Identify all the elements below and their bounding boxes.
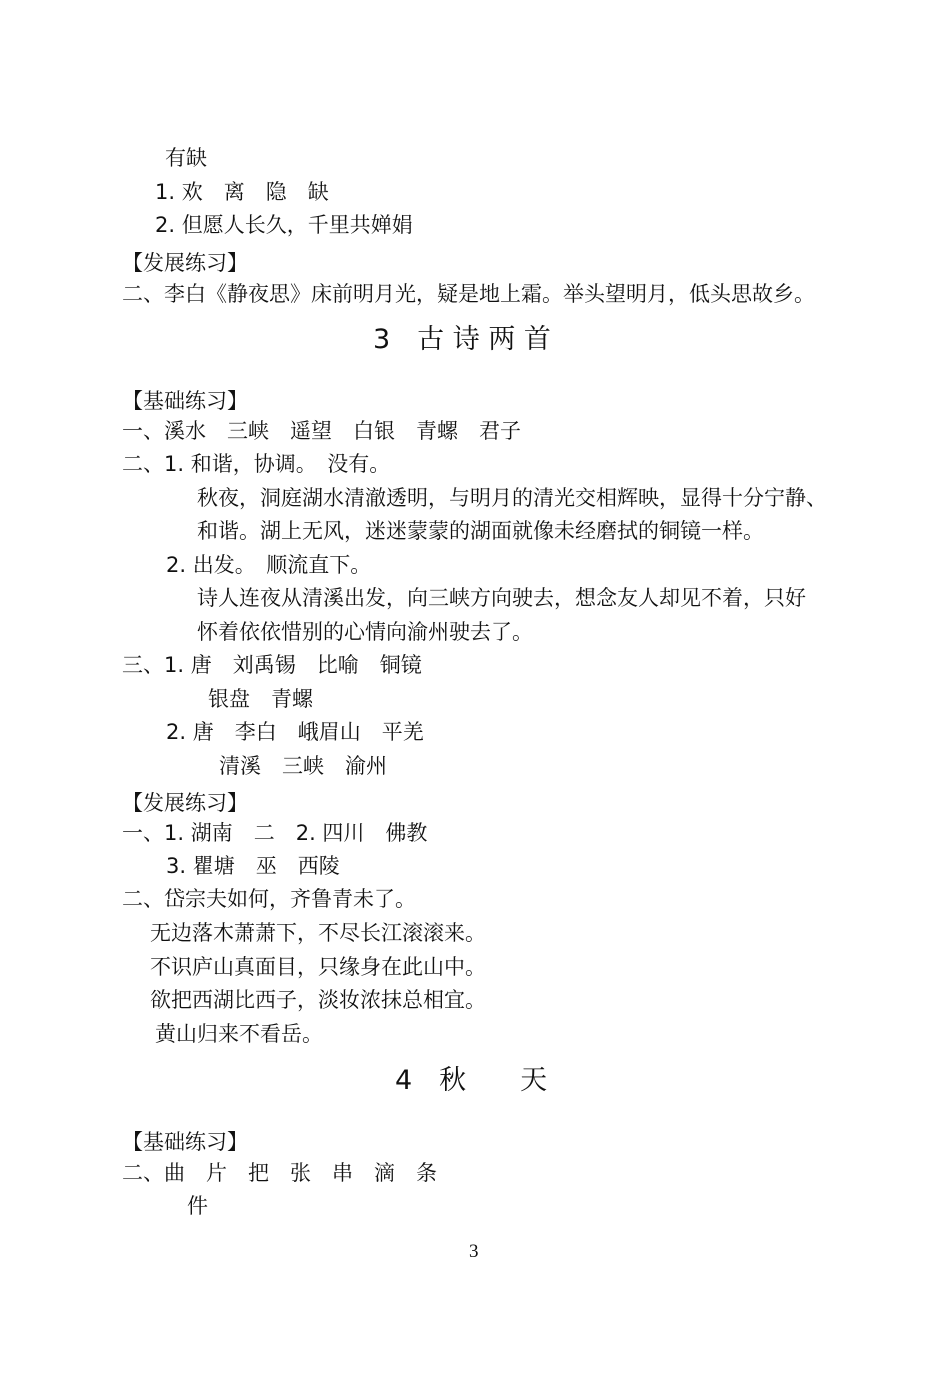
section-heading: 【发展练习】	[122, 251, 248, 275]
answer-line: 怀着依依惜别的心情向渝州驶去了。	[197, 620, 533, 644]
answer-line: 一、溪水 三峡 遥望 白银 青螺 君子	[122, 419, 521, 443]
section-heading: 【基础练习】	[122, 389, 248, 413]
answer-line: 秋夜，洞庭湖水清澈透明，与明月的清光交相辉映，显得十分宁静、	[197, 486, 827, 510]
poem-line: 黄山归来不看岳。	[155, 1022, 323, 1046]
answer-line: 一、1. 湖南 二 2. 四川 佛教	[122, 821, 428, 845]
poem-line: 无边落木萧萧下，不尽长江滚滚来。	[150, 921, 486, 945]
answer-line: 二、曲 片 把 张 串 滴 条	[122, 1161, 437, 1185]
answer-line: 银盘 青螺	[208, 687, 313, 711]
answer-line: 2. 唐 李白 峨眉山 平羌	[166, 720, 424, 744]
lesson-title: 3 古 诗 两 首	[373, 324, 551, 355]
answer-line: 二、李白《静夜思》床前明月光，疑是地上霜。举头望明月，低头思故乡。	[122, 282, 815, 306]
page-number: 3	[469, 1241, 479, 1262]
answer-line: 清溪 三峡 渝州	[219, 754, 387, 778]
section-heading: 【发展练习】	[122, 791, 248, 815]
answer-line: 1. 欢 离 隐 缺	[155, 180, 329, 204]
answer-line: 2. 但愿人长久，千里共婵娟	[155, 213, 413, 237]
answer-line: 和谐。湖上无风，迷迷蒙蒙的湖面就像未经磨拭的铜镜一样。	[197, 519, 764, 543]
answer-line: 有缺	[165, 146, 207, 170]
answer-line: 二、1. 和谐，协调。 没有。	[122, 452, 391, 476]
answer-line: 二、岱宗夫如何，齐鲁青未了。	[122, 887, 416, 911]
poem-line: 欲把西湖比西子，淡妆浓抹总相宜。	[150, 988, 486, 1012]
answer-line: 三、1. 唐 刘禹锡 比喻 铜镜	[122, 653, 422, 677]
answer-line: 2. 出发。 顺流直下。	[166, 553, 372, 577]
poem-line: 不识庐山真面目，只缘身在此山中。	[150, 955, 486, 979]
answer-line: 件	[187, 1194, 208, 1218]
answer-line: 诗人连夜从清溪出发，向三峡方向驶去，想念友人却见不着，只好	[197, 586, 806, 610]
section-heading: 【基础练习】	[122, 1130, 248, 1154]
answer-line: 3. 瞿塘 巫 西陵	[166, 854, 340, 878]
lesson-title: 4 秋 天	[395, 1065, 548, 1096]
